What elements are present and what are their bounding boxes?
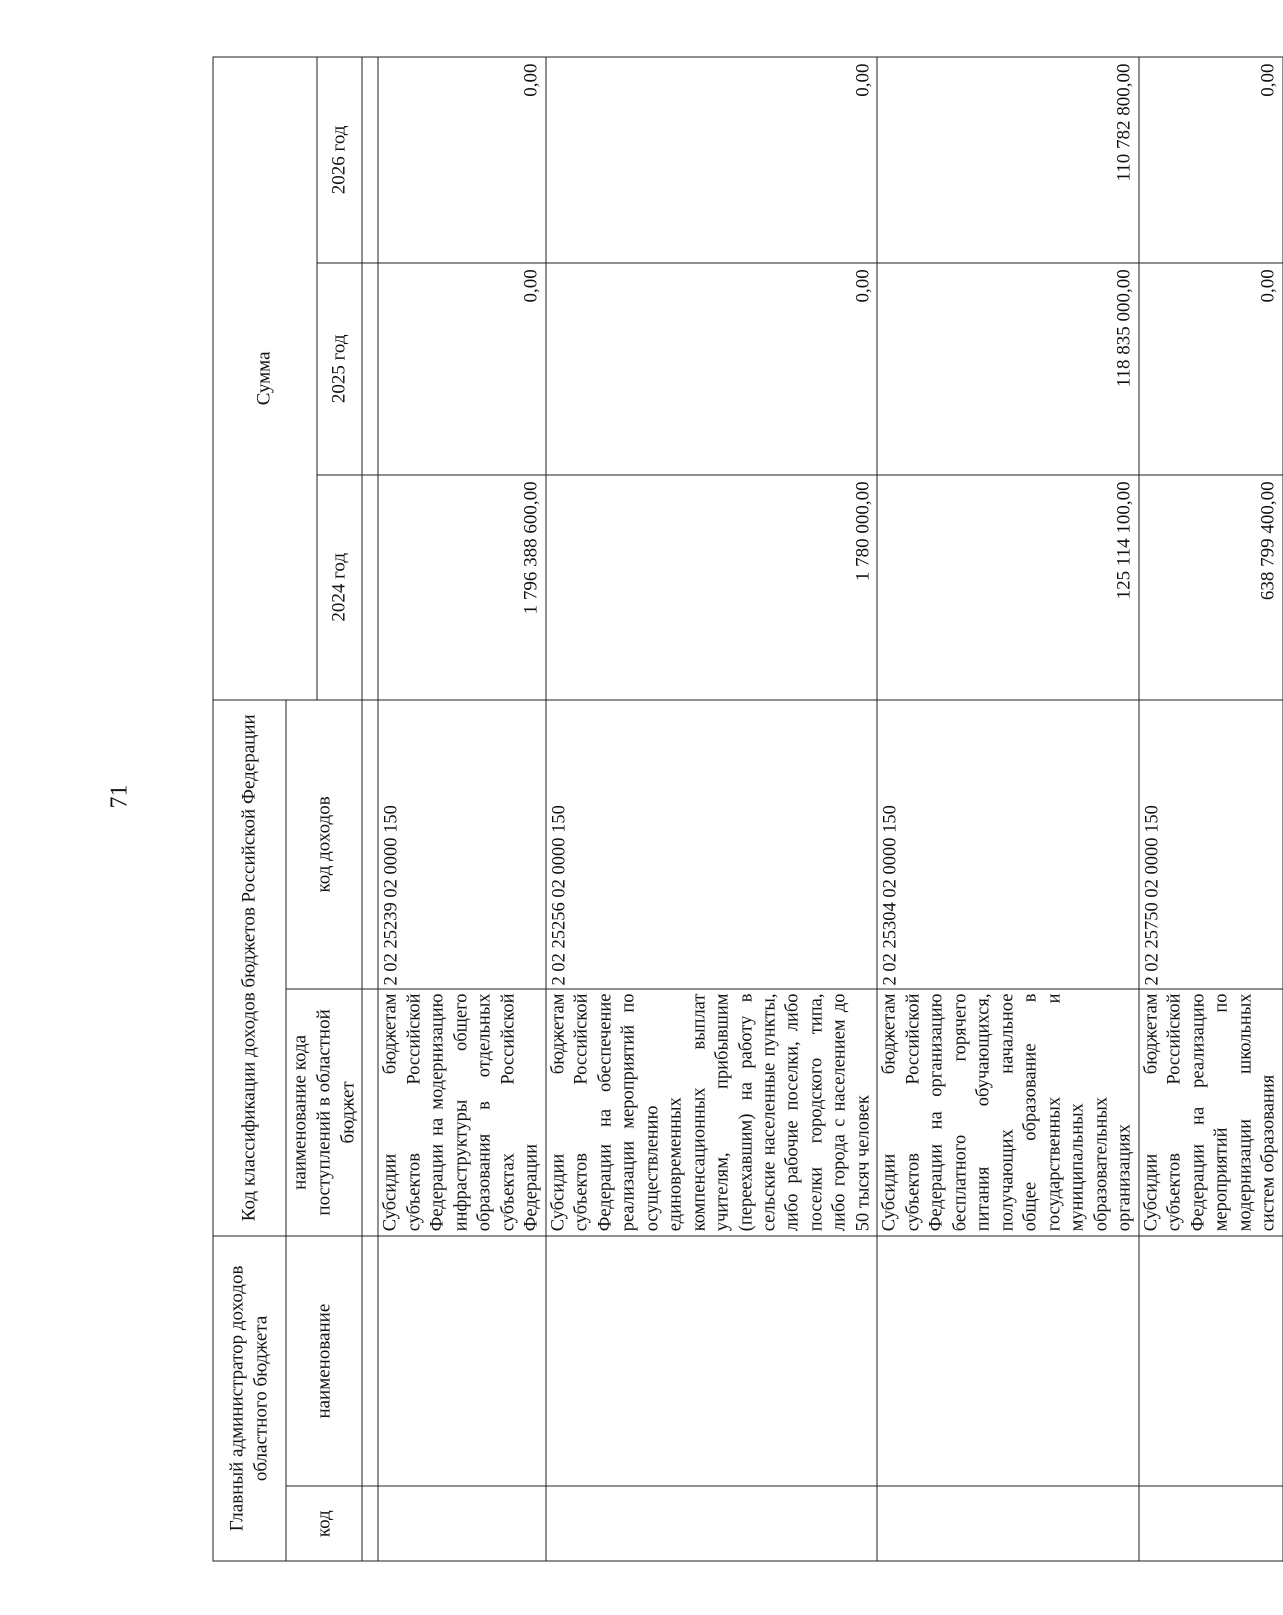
header-col-code: код — [286, 1486, 362, 1561]
table-row — [1139, 57, 1283, 1561]
row-2026: 110 782 800,00 — [877, 57, 1138, 263]
row-name — [877, 1236, 1138, 1487]
row-2024: 638 799 400,00 — [1139, 475, 1283, 700]
row-income-code: 2 02 25239 02 0000 150 — [378, 700, 545, 989]
header-col-income-name: наименование кода поступлений в областной бюджет — [286, 989, 362, 1236]
header-admin-group: Главный администратор доходов областного бюджета — [213, 1236, 286, 1561]
header-col-2024: 2024 год — [317, 475, 363, 700]
table-row — [877, 57, 1138, 1561]
rotated-table-container — [213, 57, 1279, 1562]
header-col-name: наименование — [286, 1236, 362, 1487]
spacer-cell — [362, 989, 378, 1236]
row-2024: 125 114 100,00 — [877, 475, 1138, 700]
row-2024: 1 796 388 600,00 — [378, 475, 545, 700]
budget-income-table — [213, 57, 1283, 1562]
row-2026: 0,00 — [1139, 57, 1283, 263]
row-2026: 0,00 — [546, 57, 878, 263]
table-row — [378, 57, 545, 1561]
row-name — [378, 1236, 545, 1487]
header-col-income-code: код доходов — [286, 700, 362, 989]
row-2025: 0,00 — [546, 263, 878, 475]
header-classification-group: Код классификации доходов бюджетов Российской Федерации — [213, 700, 286, 1236]
row-2025: 118 835 000,00 — [877, 263, 1138, 475]
row-2024: 1 780 000,00 — [546, 475, 878, 700]
row-code — [1139, 1486, 1283, 1561]
header-sum-group: Сумма — [213, 57, 317, 700]
row-income-code: 2 02 25304 02 0000 150 — [877, 700, 1138, 989]
row-income-name: Субсидии бюджетам субъектов Российской Федерации на модернизацию инфраструктуры общего образования в отдельных субъектах Российской Федерации — [378, 989, 545, 1236]
spacer-cell — [362, 475, 378, 700]
table-row — [546, 57, 878, 1561]
spacer-cell — [362, 263, 378, 475]
page-number: 71 — [106, 784, 133, 809]
row-code — [546, 1486, 878, 1561]
header-col-2026: 2026 год — [317, 57, 363, 263]
row-2025: 0,00 — [1139, 263, 1283, 475]
row-name — [546, 1236, 878, 1487]
row-code — [378, 1486, 545, 1561]
spacer-cell — [362, 700, 378, 989]
spacer-cell — [362, 57, 378, 263]
spacer-cell — [362, 1236, 378, 1487]
row-income-name: Субсидии бюджетам субъектов Российской Федерации на организацию бесплатного горячего питания обучающихся, получающих начальное общее образование в государственных и муниципальных образовательных организациях — [877, 989, 1138, 1236]
row-code — [877, 1486, 1138, 1561]
row-2026: 0,00 — [378, 57, 545, 263]
row-income-name: Субсидии бюджетам субъектов Российской Федерации на реализацию мероприятий по модернизации школьных систем образования — [1139, 989, 1283, 1236]
row-income-code: 2 02 25750 02 0000 150 — [1139, 700, 1283, 989]
spacer-cell — [362, 1486, 378, 1561]
row-income-name: Субсидии бюджетам субъектов Российской Федерации на обеспечение реализации мероприятий по осуществлению единовременных компенсационных выплат учителям, прибывшим (переехавшим) на работу в сельские населенные пункты, либо рабочие поселки, либо поселки городского типа, либо города с населением до 50 тысяч человек — [546, 989, 878, 1236]
row-income-code: 2 02 25256 02 0000 150 — [546, 700, 878, 989]
row-2025: 0,00 — [378, 263, 545, 475]
header-col-2025: 2025 год — [317, 263, 363, 475]
row-name — [1139, 1236, 1283, 1487]
